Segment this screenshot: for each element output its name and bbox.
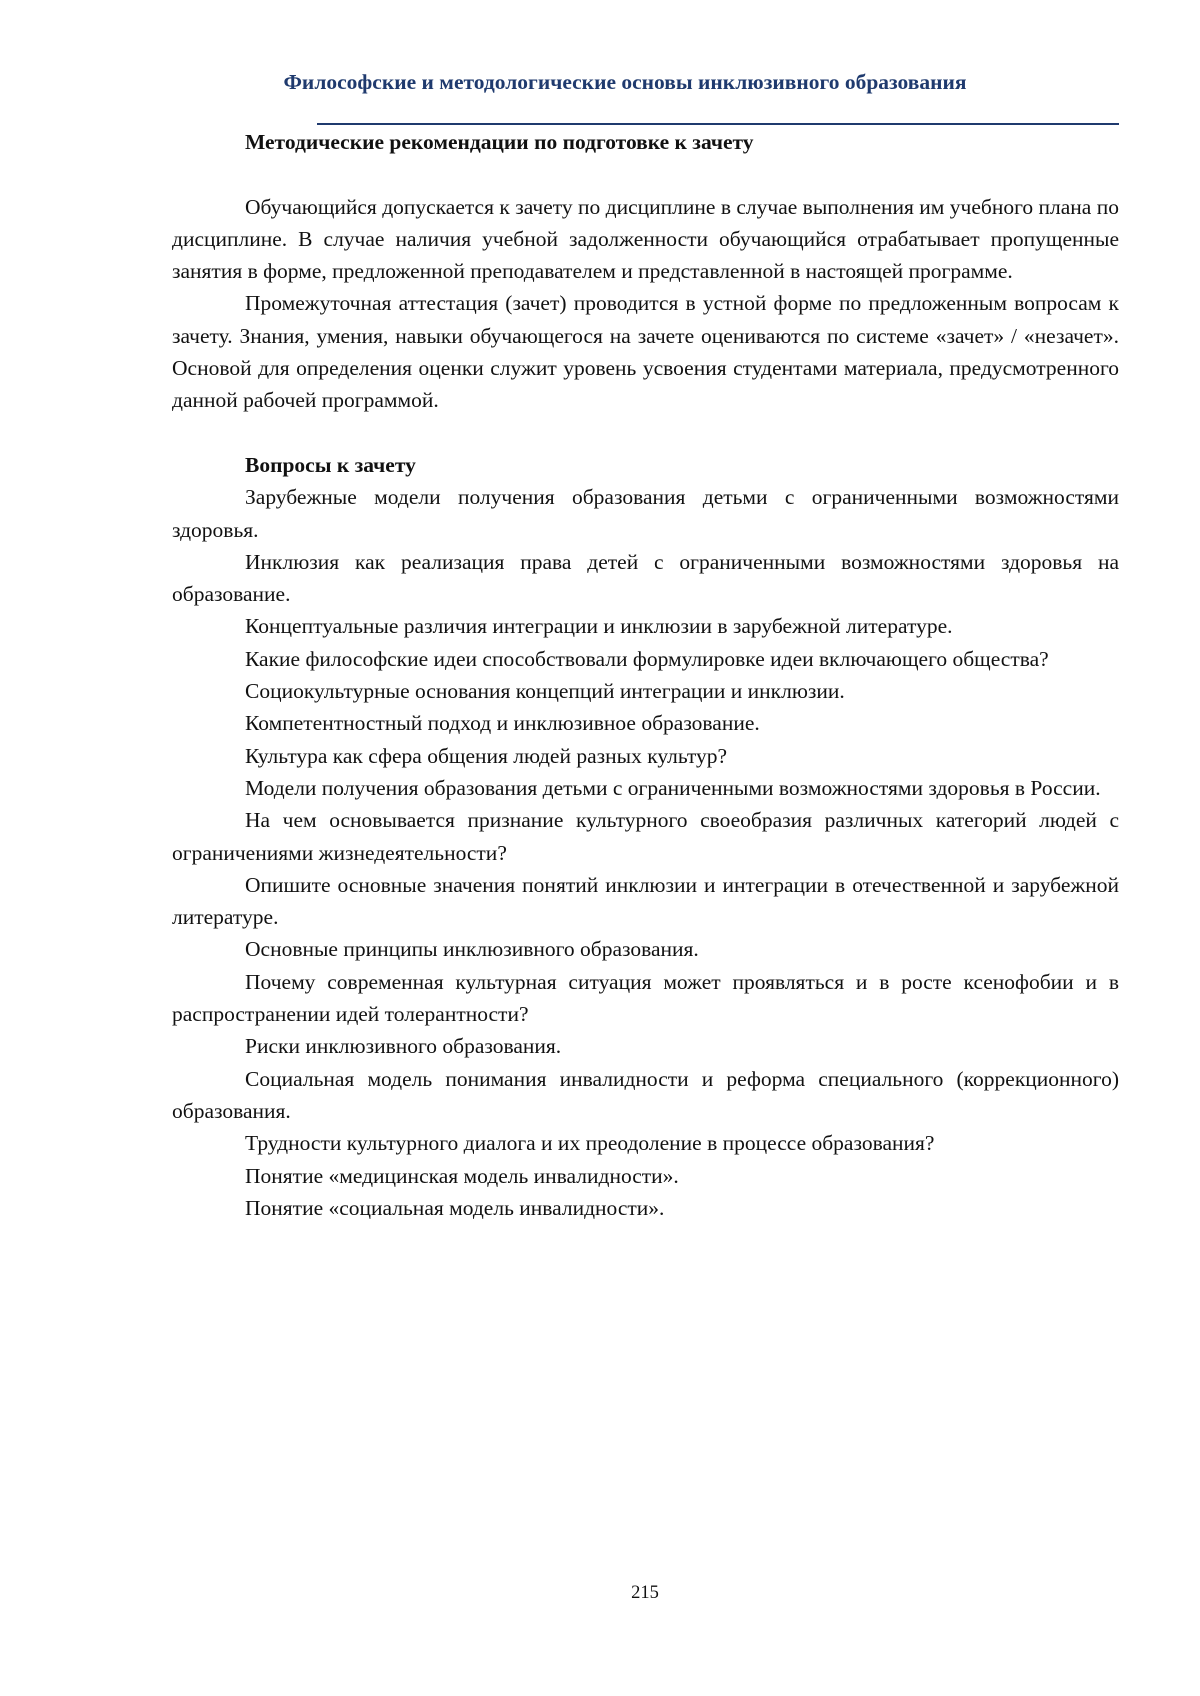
question-item: Понятие «медицинская модель инвалидности». (245, 1163, 679, 1188)
page-content (172, 126, 1119, 1224)
question-item: Зарубежные модели получения образования детьми с ограниченными возможностями здоровья. (172, 485, 1119, 542)
question-item: Социокультурные основания концепций интеграции и инклюзии. (245, 679, 845, 704)
question-item: На чем основывается признание культурного своеобразия различных категорий людей с ограничениями жизнедеятельности? (172, 808, 1119, 865)
question-item: Какие философские идеи способствовали формулировке идеи включающего общества? (245, 646, 1049, 671)
question-item: Концептуальные различия интеграции и инклюзии в зарубежной литературе. (245, 614, 953, 639)
question-item: Опишите основные значения понятий инклюзии и интеграции в отечественной и зарубежной литературе. (172, 872, 1119, 930)
running-header-title: Философские и методологические основы инклюзивного образования (283, 70, 967, 94)
question-item: Компетентностный подход и инклюзивное образование. (245, 711, 760, 736)
questions-list (172, 481, 1119, 1224)
question-item: Понятие «социальная модель инвалидности». (245, 1195, 665, 1220)
paragraph: Промежуточная аттестация (зачет) проводится в устной форме по предложенным вопросам к зачету. Знания, умения, навыки обучающегося на зачете оцениваются по системе «зачет» / «незачет». Основой для определения оценки служит уровень усвоения студентами материала, предусмотренного данной рабочей программой. (172, 291, 1119, 413)
question-item: Культура как сфера общения людей разных культур? (245, 743, 728, 768)
question-item: Основные принципы инклюзивного образования. (245, 937, 699, 962)
question-item: Почему современная культурная ситуация может проявляться и в росте ксенофобии и в распространении идей толерантности? (172, 969, 1119, 1027)
spacer (172, 158, 1119, 190)
question-item: Инклюзия как реализация права детей с ограниченными возможностями здоровья на образование. (172, 549, 1119, 607)
paragraph: Обучающийся допускается к зачету по дисциплине в случае выполнения им учебного плана по дисциплине. В случае наличия учебной задолженности обучающийся отрабатывает пропущенные занятия в форме, предложенной преподавателем и представленной в настоящей программе. (172, 194, 1119, 284)
section-title: Методические рекомендации по подготовке к зачету (245, 130, 754, 154)
header-rule (317, 123, 1119, 125)
question-item: Модели получения образования детьми с ограниченными возможностями здоровья в России. (245, 775, 1101, 800)
question-item: Трудности культурного диалога и их преодоление в процессе образования? (245, 1131, 935, 1156)
page-number: 215 (631, 1583, 659, 1603)
questions-title: Вопросы к зачету (245, 452, 416, 477)
question-item: Социальная модель понимания инвалидности и реформа специального (коррекционного) образования. (172, 1066, 1119, 1123)
question-item: Риски инклюзивного образования. (245, 1034, 562, 1059)
spacer (172, 417, 1119, 449)
